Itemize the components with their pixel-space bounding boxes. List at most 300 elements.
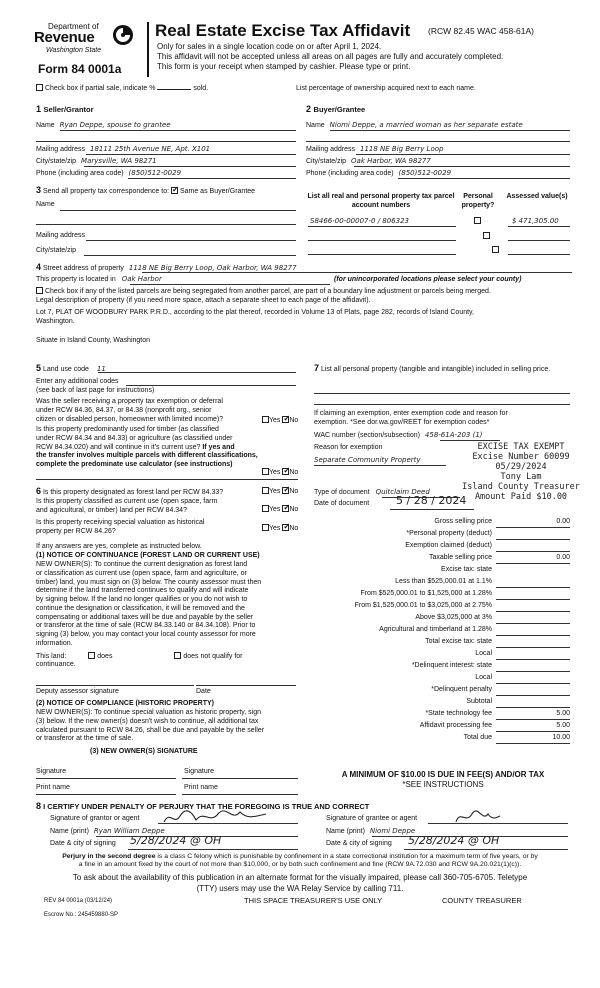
land-add-1: Enter any additional codes — [36, 378, 119, 385]
correspondence-row — [36, 185, 255, 197]
forest-q1-yes-checkbox[interactable] — [262, 487, 269, 494]
grantor-signature[interactable] — [160, 808, 270, 828]
tax-row-value[interactable]: 0.00 — [496, 554, 570, 564]
tax-row — [314, 661, 572, 673]
grantor-date-row — [50, 840, 116, 849]
wac-line — [440, 440, 500, 441]
tax-row — [314, 589, 572, 601]
perjury-notice — [20, 853, 580, 870]
doc-date-label: Date of document — [314, 500, 370, 507]
availability-notice — [20, 872, 580, 894]
tax-row-value[interactable]: 0.00 — [496, 518, 570, 528]
header-divider — [147, 22, 149, 77]
subtitle-2: This affidavit will not be accepted unless all areas on all pages are fully and accurately completed. — [157, 52, 504, 61]
tax-row — [314, 541, 572, 553]
doc-date-row — [314, 500, 369, 509]
correspondence-num: 3 — [36, 185, 42, 195]
forest-q2b: and agricultural, or timber) land per RCW 84.34? — [36, 506, 187, 514]
reason-line — [314, 465, 446, 466]
buyer-city-line — [354, 166, 570, 167]
land-q1-no-label: No — [289, 417, 299, 424]
owner-print-line-1 — [36, 794, 176, 795]
deputy-sig-line — [36, 685, 194, 686]
notice1-title: (1) NOTICE OF CONTINUANCE (FOREST LAND OR CURRENT USE) — [36, 552, 260, 559]
land-q2-no-label: No — [289, 469, 299, 476]
partial-sale-sold: sold. — [193, 85, 209, 92]
tax-row-label: Local — [475, 674, 492, 681]
street-value[interactable]: 1118 NE Big Berry Loop, Oak Harbor, WA 98277 — [128, 264, 297, 272]
tax-row-label: Total due — [463, 734, 492, 741]
land-num: 5 — [36, 363, 42, 373]
parcel-col-header: List all real and personal property tax parcel account numbers — [307, 193, 455, 209]
land-q2 — [36, 426, 266, 470]
avail-line-1: To ask about the availability of this publication in an alternate format for the visually impaired, please call 360-705-6705. Teletype — [72, 873, 528, 882]
forest-q3 — [36, 519, 204, 537]
forest-q3-yes-checkbox[interactable] — [262, 524, 269, 531]
tax-row — [314, 601, 572, 613]
personal-label: List all personal property (tangible and intangible) included in selling price. — [320, 366, 551, 373]
assessed-line-3 — [508, 254, 570, 255]
land-q1-yes-checkbox[interactable] — [262, 416, 269, 423]
perjury-text-1: is a class C felony which is punishable by confinement in a state correctional institution for a maximum term of five years, or by — [157, 853, 538, 860]
subtitle-3 — [157, 62, 410, 72]
tax-row-label: *Personal property (deduct) — [406, 530, 492, 537]
forest-q3-no-label: No — [289, 525, 299, 532]
corr-mail-label: Mailing address — [36, 232, 86, 239]
personal-num: 7 — [314, 363, 320, 373]
land-q2-yes-checkbox[interactable] — [262, 468, 269, 475]
dor-logo — [30, 22, 135, 60]
notice1-line: compensating or additional taxes will be due and payable by the seller — [36, 613, 254, 621]
buyer-heading — [306, 104, 365, 115]
grantor-sig-label: Signature of grantor or agent — [50, 815, 140, 822]
correspondence-label: Send all property tax correspondence to: — [42, 188, 170, 195]
land-q2d: the transfer involves multiple parcels with different classifications, — [36, 452, 258, 460]
minimum-note: A MINIMUM OF $10.00 IS DUE IN FEE(S) AND/OR TAX — [341, 770, 545, 779]
perjury-line-2: a fine in an amount fixed by the court of not more than $10,000, or by both such confinement and fine (RCW 9A.72.030 and RCW 9A.20.021(1)(c)). — [78, 861, 522, 869]
partial-sale-checkbox[interactable] — [36, 84, 43, 91]
personal-checkbox-2[interactable] — [483, 232, 490, 239]
grantee-date-label: Date & city of signing — [326, 840, 392, 847]
assessed-col-header: Assessed value(s) — [506, 193, 568, 200]
owner-print-line-2 — [182, 794, 298, 795]
subtitle-3-text: This form is your receipt when stamped by cashier. Please type or print. — [157, 62, 411, 71]
notice2-title: (2) NOTICE OF COMPLIANCE (HISTORIC PROPERTY) — [36, 700, 214, 707]
tax-row-label: From $525,000.01 to $1,525,000 at 1.28% — [360, 590, 492, 597]
tax-row-value[interactable] — [496, 674, 570, 684]
deputy-date-label: Date — [196, 688, 211, 695]
forest-q2-yes-checkbox[interactable] — [262, 505, 269, 512]
stamp-line-4: Tony Lam — [500, 472, 542, 482]
certify-label: I CERTIFY UNDER PENALTY OF PERJURY THAT THE FOREGOING IS TRUE AND CORRECT — [43, 802, 370, 811]
tax-row-label: *Delinquent penalty — [431, 686, 492, 693]
tax-row-value[interactable] — [496, 698, 570, 708]
does-not-qualify-checkbox[interactable] — [174, 652, 181, 659]
forest-num: 6 — [36, 486, 42, 496]
owner-sig-line-2 — [182, 778, 298, 779]
legal-line-1: Lot 7, PLAT OF WOODBURY PARK P.R.D., according to the plat thereof, recorded in Volume 13 of Plats, page 282, records of Island County, — [36, 309, 474, 316]
forest-q1-yes-label: Yes — [269, 488, 281, 495]
tax-row-value[interactable] — [496, 650, 570, 660]
grantor-date-label: Date & city of signing — [50, 840, 116, 847]
tax-row — [314, 649, 572, 661]
seller-phone-label: Phone (including area code) — [36, 170, 124, 177]
stamp-line-5: Island County Treasurer — [462, 482, 580, 492]
tax-table — [314, 517, 572, 745]
exempt-line-1: If claiming an exemption, enter exemption code and reason for — [314, 410, 508, 417]
forest-q3-yesno — [262, 524, 298, 534]
doc-type-label: Type of document — [314, 489, 370, 496]
buyer-name-line — [330, 130, 570, 131]
notice2-line: NEW OWNER(S): To continue special valuation as historic property, sign — [36, 709, 261, 716]
tax-row-value[interactable] — [496, 686, 570, 696]
tax-row — [314, 517, 572, 529]
buyer-section-num: 2 — [306, 104, 312, 114]
owner-sig-line-1 — [36, 778, 176, 779]
land-add-2: (see back of last page for instructions) — [36, 387, 155, 394]
exempt-text — [314, 410, 508, 428]
ownership-note: List percentage of ownership acquired next to each name. — [296, 85, 476, 92]
forest-q2-no-label: No — [289, 506, 299, 513]
buyer-mail-label: Mailing address — [306, 146, 356, 153]
doc-type-value[interactable]: Quitclaim Deed — [375, 488, 430, 496]
grantee-date-line — [404, 849, 568, 850]
land-q1b: under RCW 84.36, 84.37, or 84.38 (nonprofit org., senior — [36, 406, 212, 414]
tax-row-value[interactable] — [496, 590, 570, 600]
owner-print-label-2: Print name — [184, 784, 218, 791]
perjury-line-1 — [20, 853, 580, 861]
land-q2c: RCW 84.34.020) and will continue in it's current use? — [36, 443, 201, 451]
tax-row-value[interactable]: 5.00 — [496, 722, 570, 732]
parcel-number-1[interactable]: S8466-00-00007-0 / 806323 — [310, 217, 409, 225]
land-label: Land use code — [42, 366, 89, 373]
seller-name-line — [60, 130, 296, 131]
tax-row — [314, 577, 572, 589]
grantee-name-label: Name (print) — [326, 828, 365, 835]
seller-section-title: Seller/Grantor — [43, 105, 94, 114]
tax-row — [314, 721, 572, 733]
grantee-date-row — [326, 840, 392, 849]
seller-mail-label: Mailing address — [36, 146, 86, 153]
seller-mail-value[interactable]: 18111 25th Avenue NE, Apt. X101 — [89, 145, 211, 153]
assessed-line-2 — [508, 240, 570, 241]
notice2-line: (3) below. If the new owner(s) doesn't wish to continue, all additional tax — [36, 717, 259, 725]
tax-row-label: Exemption claimed (deduct) — [405, 542, 492, 549]
dept-line2: Revenue — [34, 29, 95, 46]
parcel-line-1 — [308, 226, 456, 227]
seller-mail-line — [86, 154, 296, 155]
buyer-phone-line — [398, 178, 570, 179]
does-label: does — [97, 653, 113, 660]
continuance-label: continuance. — [36, 661, 76, 668]
forest-q2a: Is this property classified as current use (open space, farm — [36, 498, 218, 505]
doc-date-line — [390, 509, 474, 510]
reason-value[interactable]: Separate Community Property — [314, 456, 421, 464]
form-title: Real Estate Excise Tax Affidavit — [155, 21, 411, 40]
tax-row-label: Less than $525,000.01 at 1.1% — [395, 578, 492, 585]
seller-phone-value[interactable]: (850)512-0029 — [128, 169, 182, 177]
parcel-line-3 — [308, 254, 456, 255]
tax-row-label: Subtotal — [466, 698, 492, 705]
parcel-line-2 — [308, 240, 456, 241]
does-qualify-checkbox[interactable] — [88, 652, 95, 659]
tax-row-value[interactable]: 10.00 — [496, 734, 570, 744]
notice1-body — [36, 561, 298, 649]
avail-line-2: (TTY) users may use the WA Relay Service by calling 711. — [196, 884, 404, 893]
grantor-name-value[interactable]: Ryan William Deppe — [93, 827, 165, 835]
land-q1-no-checkbox[interactable] — [282, 416, 289, 423]
forest-q3-yes-label: Yes — [269, 525, 281, 532]
seller-name-value[interactable]: Ryan Deppe, spouse to grantee — [59, 121, 171, 129]
treasurer-space: THIS SPACE TREASURER'S USE ONLY — [244, 896, 383, 905]
same-as-buyer-checkbox[interactable] — [171, 187, 178, 194]
tax-row — [314, 673, 572, 685]
land-q2c-row — [36, 444, 266, 453]
legal-line-3: Situate in Island County, Washington — [36, 337, 151, 344]
tax-row-value[interactable] — [496, 626, 570, 636]
assessed-value-1[interactable]: $ 471,305.00 — [512, 217, 559, 225]
tax-row — [314, 637, 572, 649]
tax-row-value[interactable]: 5.00 — [496, 710, 570, 720]
rev-number: REV 84 0001a (03/12/24) — [44, 898, 113, 904]
tax-row-label: *Delinquent interest: state — [411, 662, 492, 669]
notice1-line: or transferor at the time of sale (RCW 84.33.140 or 84.34.108). Prior to — [36, 622, 256, 630]
notice1-line: signing (3) below, you may contact your local county assessor for more — [36, 631, 256, 638]
tax-row — [314, 565, 572, 577]
dept-line1: Department of — [48, 22, 99, 31]
notice1-line: determine if the land transferred continues to qualify and will indicate — [36, 587, 249, 595]
land-q2c-bold: If yes and — [202, 443, 235, 451]
segregate-label: Check box if any of the listed parcels are being segregated from another parcel, are part of a boundary line adjustment or parcels being merged. — [44, 288, 491, 295]
partial-sale-percent-field[interactable] — [157, 89, 191, 90]
treasurer-stamp — [458, 442, 584, 502]
tax-row — [314, 553, 572, 565]
personal-col-header: Personal property? — [461, 193, 495, 209]
tax-row-label: Gross selling price — [434, 518, 492, 525]
street-line — [142, 272, 572, 273]
located-value[interactable]: Oak Harbor — [121, 275, 162, 283]
deputy-date-line — [196, 685, 296, 686]
buyer-city-label: City/state/zip — [306, 158, 347, 165]
tax-row — [314, 529, 572, 541]
seller-name-label: Name — [36, 122, 55, 129]
forest-q1-label: Is this property designated as forest land per RCW 84.33? — [42, 489, 224, 496]
escrow-number: Escrow No.: 245459880-SP — [44, 912, 119, 918]
tax-row — [314, 625, 572, 637]
land-q2b: under RCW 84.34 and 84.33) or agriculture (as classified under — [36, 434, 233, 442]
legal-label: Legal description of property (if you need more space, attach a separate sheet to each page of the affidavit). — [36, 297, 371, 304]
grantee-sig-line — [428, 823, 568, 824]
owner-sig-label-1: Signature — [36, 768, 66, 775]
same-as-buyer-label: Same as Buyer/Grantee — [179, 188, 256, 195]
notice1-line: or classification as current use (open space, farm and agriculture, or — [36, 569, 247, 577]
seller-section-num: 1 — [36, 104, 42, 114]
grantee-date-value[interactable]: 5/28/2024 @ OH — [408, 834, 500, 847]
tax-row — [314, 613, 572, 625]
partial-sale-row — [36, 84, 208, 94]
notice1-line: NEW OWNER(S): To continue the current designation as forest land — [36, 561, 248, 568]
segregate-checkbox[interactable] — [36, 287, 43, 294]
seller-city-line — [84, 166, 296, 167]
forest-q3a: Is this property receiving special valuation as historical — [36, 519, 205, 526]
forest-q3b: property per RCW 84.26? — [36, 527, 116, 535]
personal-checkbox-3[interactable] — [492, 246, 499, 253]
tax-row — [314, 733, 572, 745]
stamp-line-1: EXCISE TAX EXEMPT — [477, 442, 565, 452]
tax-row-label: Taxable selling price — [428, 554, 492, 561]
land-q1a: Was the seller receiving a property tax exemption or deferral — [36, 398, 223, 405]
grantor-sig-line — [158, 823, 298, 824]
owner-print-label-1: Print name — [36, 784, 70, 791]
notice2-line: or transferor at the time of sale. — [36, 735, 134, 743]
grantor-date-line — [128, 849, 298, 850]
tax-row-value[interactable] — [496, 638, 570, 648]
seller-city-label: City/state/zip — [36, 158, 77, 165]
tax-row-label: Excise tax: state — [441, 566, 492, 573]
land-q1 — [36, 398, 266, 424]
located-label: This property is located in — [36, 276, 116, 283]
buyer-city-value[interactable]: Oak Harbor, WA 98277 — [351, 157, 431, 165]
grantee-sig-label: Signature of grantee or agent — [326, 815, 418, 822]
land-q1c: citizen or disabled person, homeowner with limited income)? — [36, 415, 224, 423]
forest-q1 — [36, 486, 223, 498]
notice1-line: information. — [36, 639, 73, 647]
tax-row-label: From $1,525,000.01 to $3,025,000 at 2.75% — [354, 602, 492, 609]
subtitle-1: Only for sales in a single location code on or after April 1, 2024. — [157, 42, 382, 51]
grantor-name-label: Name (print) — [50, 828, 89, 835]
land-code-value[interactable]: 11 — [96, 365, 106, 373]
does-not-label: does not qualify for — [183, 653, 243, 660]
owner-sig-label-2: Signature — [184, 768, 214, 775]
buyer-mail-line — [356, 154, 570, 155]
forest-q1-no-label: No — [289, 488, 299, 495]
buyer-phone-value[interactable]: (850)512-0029 — [398, 169, 452, 177]
form-number: Form 84 0001a — [38, 62, 122, 76]
tax-row-value[interactable] — [496, 578, 570, 588]
land-q2a: Is this property predominantly used for timber (as classified — [36, 426, 219, 433]
assessed-line-1 — [508, 226, 570, 227]
land-q2-yesno — [262, 468, 298, 478]
located-line — [130, 284, 330, 285]
corr-mail-line — [86, 240, 296, 241]
personal-line-2 — [314, 404, 570, 405]
segregate-row — [36, 287, 491, 297]
tax-row-label: Affidavit processing fee — [419, 722, 492, 729]
tax-row-value[interactable] — [496, 614, 570, 624]
stamp-line-3: 05/29/2024 — [495, 462, 547, 472]
grantee-name-value[interactable]: Niomi Deppe — [369, 827, 416, 835]
buyer-name-value[interactable]: Niomi Deppe, a married woman as her separate estate — [329, 121, 523, 129]
corr-city-label: City/state/zip — [36, 247, 77, 254]
buyer-mail-value[interactable]: 1118 NE Big Berry Loop — [359, 145, 444, 153]
forest-q2 — [36, 498, 217, 516]
stamp-line-2: Excise Number 60099 — [472, 452, 570, 462]
notice1-line: continue the designation or classification, it will be removed and the — [36, 604, 245, 612]
doc-date-value[interactable]: 5 / 28 / 2024 — [396, 494, 467, 507]
personal-line-1 — [314, 393, 570, 394]
county-treasurer: COUNTY TREASURER — [442, 896, 522, 905]
forest-q1-yesno — [262, 487, 298, 497]
land-add-line — [126, 385, 296, 386]
reason-label: Reason for exemption — [314, 444, 383, 451]
rcw-reference: (RCW 82.45 WAC 458-61A) — [428, 26, 534, 36]
tax-row — [314, 709, 572, 721]
tax-row — [314, 685, 572, 697]
corr-name-label: Name — [36, 201, 55, 208]
revenue-swirl-icon — [112, 24, 134, 46]
deputy-label: Deputy assessor signature — [36, 688, 119, 695]
land-divider — [36, 479, 298, 480]
wac-value[interactable]: 458-61A-203 (1) — [424, 431, 483, 439]
notice2-body — [36, 709, 298, 744]
seller-phone-line — [128, 178, 296, 179]
forest-q2-yes-label: Yes — [269, 506, 281, 513]
partial-sale-label: Check box if partial sale, indicate % — [44, 85, 156, 92]
land-q1-yes-label: Yes — [269, 417, 281, 424]
corr-city-line — [84, 255, 296, 256]
tax-row-value[interactable] — [496, 542, 570, 552]
land-q2e: complete the predominate use calculator (see instructions) — [36, 461, 233, 468]
tax-row-label: Agricultural and timberland at 1.28% — [379, 626, 492, 633]
legal-line-2: Washington. — [36, 318, 75, 325]
buyer-section-title: Buyer/Grantee — [313, 105, 366, 114]
street-label: Street address of property — [42, 265, 124, 272]
forest-q2-yesno — [262, 505, 298, 515]
forest-q2-no-checkbox[interactable] — [282, 505, 289, 512]
tax-row-value[interactable] — [496, 602, 570, 612]
forest-q1-no-checkbox[interactable] — [282, 487, 289, 494]
seller-name-line2 — [36, 141, 296, 142]
forest-q3-no-checkbox[interactable] — [282, 524, 289, 531]
forest-note: If any answers are yes, complete as instructed below. — [36, 543, 202, 550]
tax-row-value[interactable] — [496, 662, 570, 672]
see-instructions: *SEE INSTRUCTIONS — [402, 780, 484, 789]
land-code-line — [98, 372, 296, 373]
tax-row-label: *State technology fee — [425, 710, 492, 717]
dept-line3: Washington State — [46, 47, 102, 54]
tax-row-label: Total excise tax: state — [425, 638, 492, 645]
land-use-row — [36, 363, 106, 375]
buyer-phone-label: Phone (including area code) — [306, 170, 394, 177]
street-num: 4 — [36, 262, 42, 272]
land-q1-yesno — [262, 416, 298, 426]
seller-heading — [36, 104, 94, 115]
buyer-name-line2 — [306, 141, 570, 142]
grantor-date-value[interactable]: 5/28/2024 @ OH — [130, 834, 222, 847]
tax-row-label: Above $3,025,000 at 3% — [415, 614, 492, 621]
tax-row-value[interactable] — [496, 530, 570, 540]
buyer-name-label: Name — [306, 122, 325, 129]
corr-name-line — [60, 210, 296, 211]
notice3-title: (3) NEW OWNER(S) SIGNATURE — [90, 748, 198, 755]
land-q2-yes-label: Yes — [269, 469, 281, 476]
land-q2-no-checkbox[interactable] — [282, 468, 289, 475]
located-note: (for unincorporated locations please select your county) — [334, 276, 522, 283]
stamp-line-6: Amount Paid $10.00 — [474, 492, 568, 502]
personal-row — [314, 363, 574, 375]
this-land-label: This land: — [36, 653, 67, 660]
tax-row-label: Local — [475, 650, 492, 657]
personal-checkbox-1[interactable] — [474, 217, 481, 224]
certify-num: 8 — [36, 801, 42, 811]
notice2-line: calculated pursuant to RCW 84.26, shall be due and payable by the seller — [36, 726, 265, 734]
seller-city-value[interactable]: Marysville, WA 98271 — [81, 157, 157, 165]
wac-label: WAC number (section/subsection) — [314, 432, 420, 439]
notice1-line: timber) land, you must sign on (3) below. The county assessor must then — [36, 578, 262, 586]
corr-name-line2 — [36, 224, 296, 225]
perjury-bold: Perjury in the second degree — [62, 853, 156, 860]
tax-row — [314, 697, 572, 709]
